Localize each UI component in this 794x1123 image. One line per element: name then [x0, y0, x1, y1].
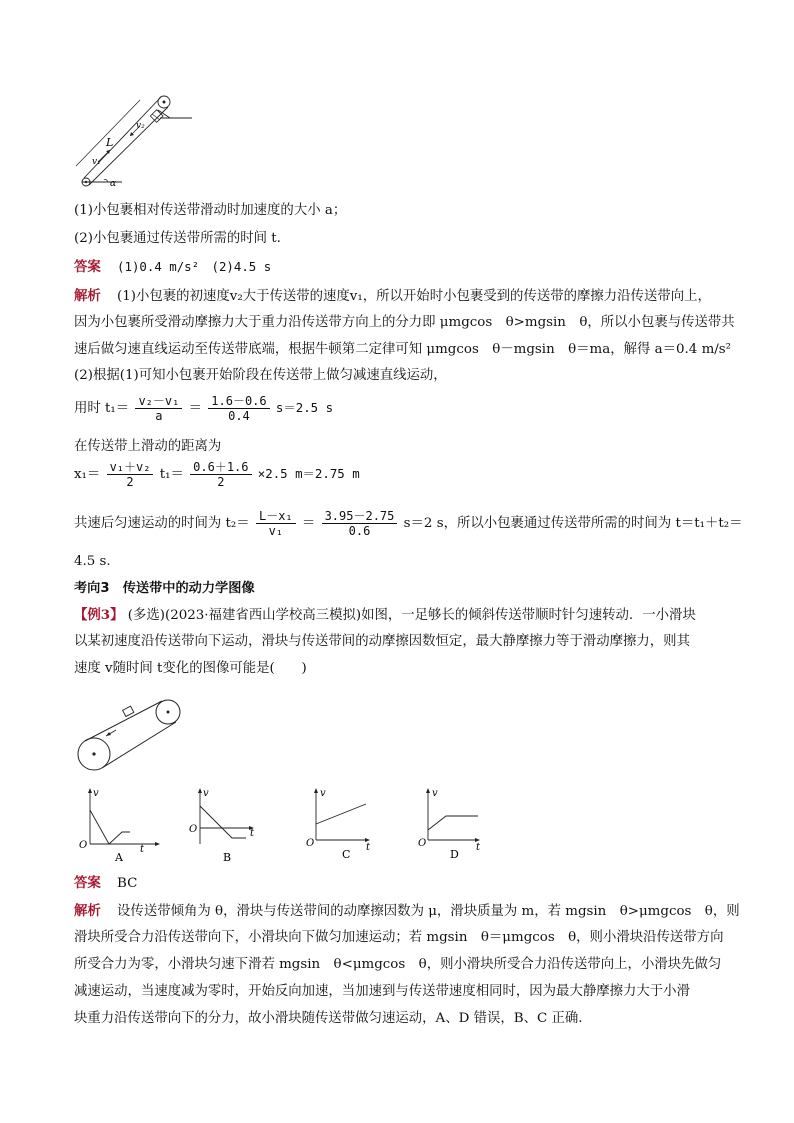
- label-v2: v₂: [136, 121, 145, 131]
- graph-d: [418, 784, 498, 866]
- graph-d-v: v: [432, 788, 438, 799]
- final-answer-line: 4.5 s.: [74, 554, 111, 569]
- analysis-2-line-1: 解析 设传送带倾角为 θ，滑块与传送带间的动摩擦因数为 μ，滑块质量为 m，若 mgsin θ>μmgcos θ，则: [74, 903, 740, 919]
- answer-text: (1)0.4 m/s² (2)4.5 s: [117, 259, 272, 274]
- question-2: (2)小包裹通过传送带所需的时间 t.: [74, 231, 281, 246]
- graph-d-t: t: [476, 842, 481, 853]
- analysis-1-line-3: 速后做匀速直线运动至传送带底端，根据牛顿第二定律可知 μmgcos θ－mgsin θ＝ma，解得 a＝0.4 m/s²: [74, 342, 732, 357]
- answer-2: [74, 874, 137, 893]
- analysis-2-line-3: 所受合力为零，小滑块匀速下滑若 mgsin θ<μmgcos θ，则小滑块所受合力沿传送带向上，小滑块先做匀: [74, 957, 722, 972]
- equation-t2: 共速后匀速运动的时间为 t₂＝ $\frac{\text{L－x₁}}{\text{v₁}}$ ＝ $\frac{3.95-2.75}{0.6}$ s＝2 s，所以小包裹通过传送带所需的时间为 t＝t₁＋t₂＝: [74, 509, 743, 538]
- equation-x1: x₁＝ $\frac{\text{v₁＋v₂}}{2}$ t₁＝ $\frac{0.6+1.6}{2}$ ×2.5 m＝2.75 m: [74, 460, 360, 489]
- answer-2-text: BC: [117, 876, 138, 891]
- example-3-line-2: 以某初速度沿传送带向下运动，滑块与传送带间的动摩擦因数恒定，最大静摩擦力等于滑动摩擦力，则其: [74, 634, 690, 649]
- graph-b: [186, 784, 280, 866]
- graph-c: [304, 784, 384, 866]
- label-alpha: α: [110, 179, 117, 189]
- graph-c-v: v: [320, 788, 326, 799]
- example-tag: 【例3】: [74, 607, 124, 623]
- graph-c-o: O: [306, 838, 315, 849]
- question-1: (1)小包裹相对传送带滑动时加速度的大小 a；: [74, 203, 347, 218]
- label-L: L: [106, 136, 114, 149]
- analysis-2-label: 解析: [74, 903, 101, 919]
- answer-label: 答案: [74, 259, 101, 275]
- equation-t1: 用时 t₁＝ $\frac{\text{v₂－v₁}}{a}$ ＝ $\frac{1.6-0.6}{0.4}$ s＝2.5 s: [74, 394, 334, 423]
- analysis-1-line-1: 解析 (1)小包裹的初速度v₂大于传送带的速度v₁，所以开始时小包裹受到的传送带的摩擦力沿传送带向上，: [74, 288, 711, 304]
- graph-b-v: v: [203, 788, 209, 799]
- analysis-1-line-4: (2)根据(1)可知小包裹开始阶段在传送带上做匀减速直线运动，: [74, 368, 447, 383]
- conveyor-figure-2: [74, 694, 186, 776]
- section-title: 考向3 传送带中的动力学图像: [74, 581, 255, 596]
- analysis-label: 解析: [74, 288, 101, 304]
- graph-a-label: A: [115, 851, 123, 864]
- graph-d-o: O: [418, 838, 427, 849]
- graph-d-label: D: [450, 848, 459, 861]
- example-3-line-1: 【例3】 (多选)(2023·福建省西山学校高三模拟)如图，一足够长的倾斜传送带顺时针匀速转动．一小滑块: [74, 607, 696, 623]
- example-3-line-3: 速度 v随时间 t变化的图像可能是( ): [74, 661, 307, 676]
- analysis-1-line-2: 因为小包裹所受滑动摩擦力大于重力沿传送带方向上的分力即 μmgcos θ>mgsin θ，所以小包裹与传送带共: [74, 315, 735, 330]
- graph-c-label: C: [342, 848, 351, 861]
- analysis-2-line-4: 减速运动，当速度减为零时，开始反向加速，当加速到与传送带速度相同时，因为最大静摩擦力大于小滑: [74, 984, 690, 999]
- answer-2-label: 答案: [74, 875, 101, 891]
- graph-a-o: O: [79, 840, 88, 851]
- label-v1: v₁: [92, 157, 101, 167]
- graph-b-label: B: [223, 851, 232, 864]
- graph-a-t: t: [140, 844, 145, 855]
- analysis-2-line-2: 滑块所受合力沿传送带向下，小滑块向下做匀加速运动；若 mgsin θ＝μmgcos θ，则小滑块沿传送带方向: [74, 930, 724, 945]
- graph-a: [74, 784, 168, 866]
- conveyor-figure-1: [70, 88, 200, 192]
- graph-a-v: v: [93, 788, 99, 799]
- graph-c-t: t: [366, 842, 371, 853]
- graph-b-o: O: [189, 824, 198, 835]
- slide-distance-text: 在传送带上滑动的距离为: [74, 439, 222, 454]
- answer-1: [74, 258, 271, 277]
- graph-b-t: t: [250, 828, 255, 839]
- analysis-2-line-5: 块重力沿传送带向下的分力，故小滑块随传送带做匀速运动，A、D 错误，B、C 正确.: [74, 1011, 583, 1026]
